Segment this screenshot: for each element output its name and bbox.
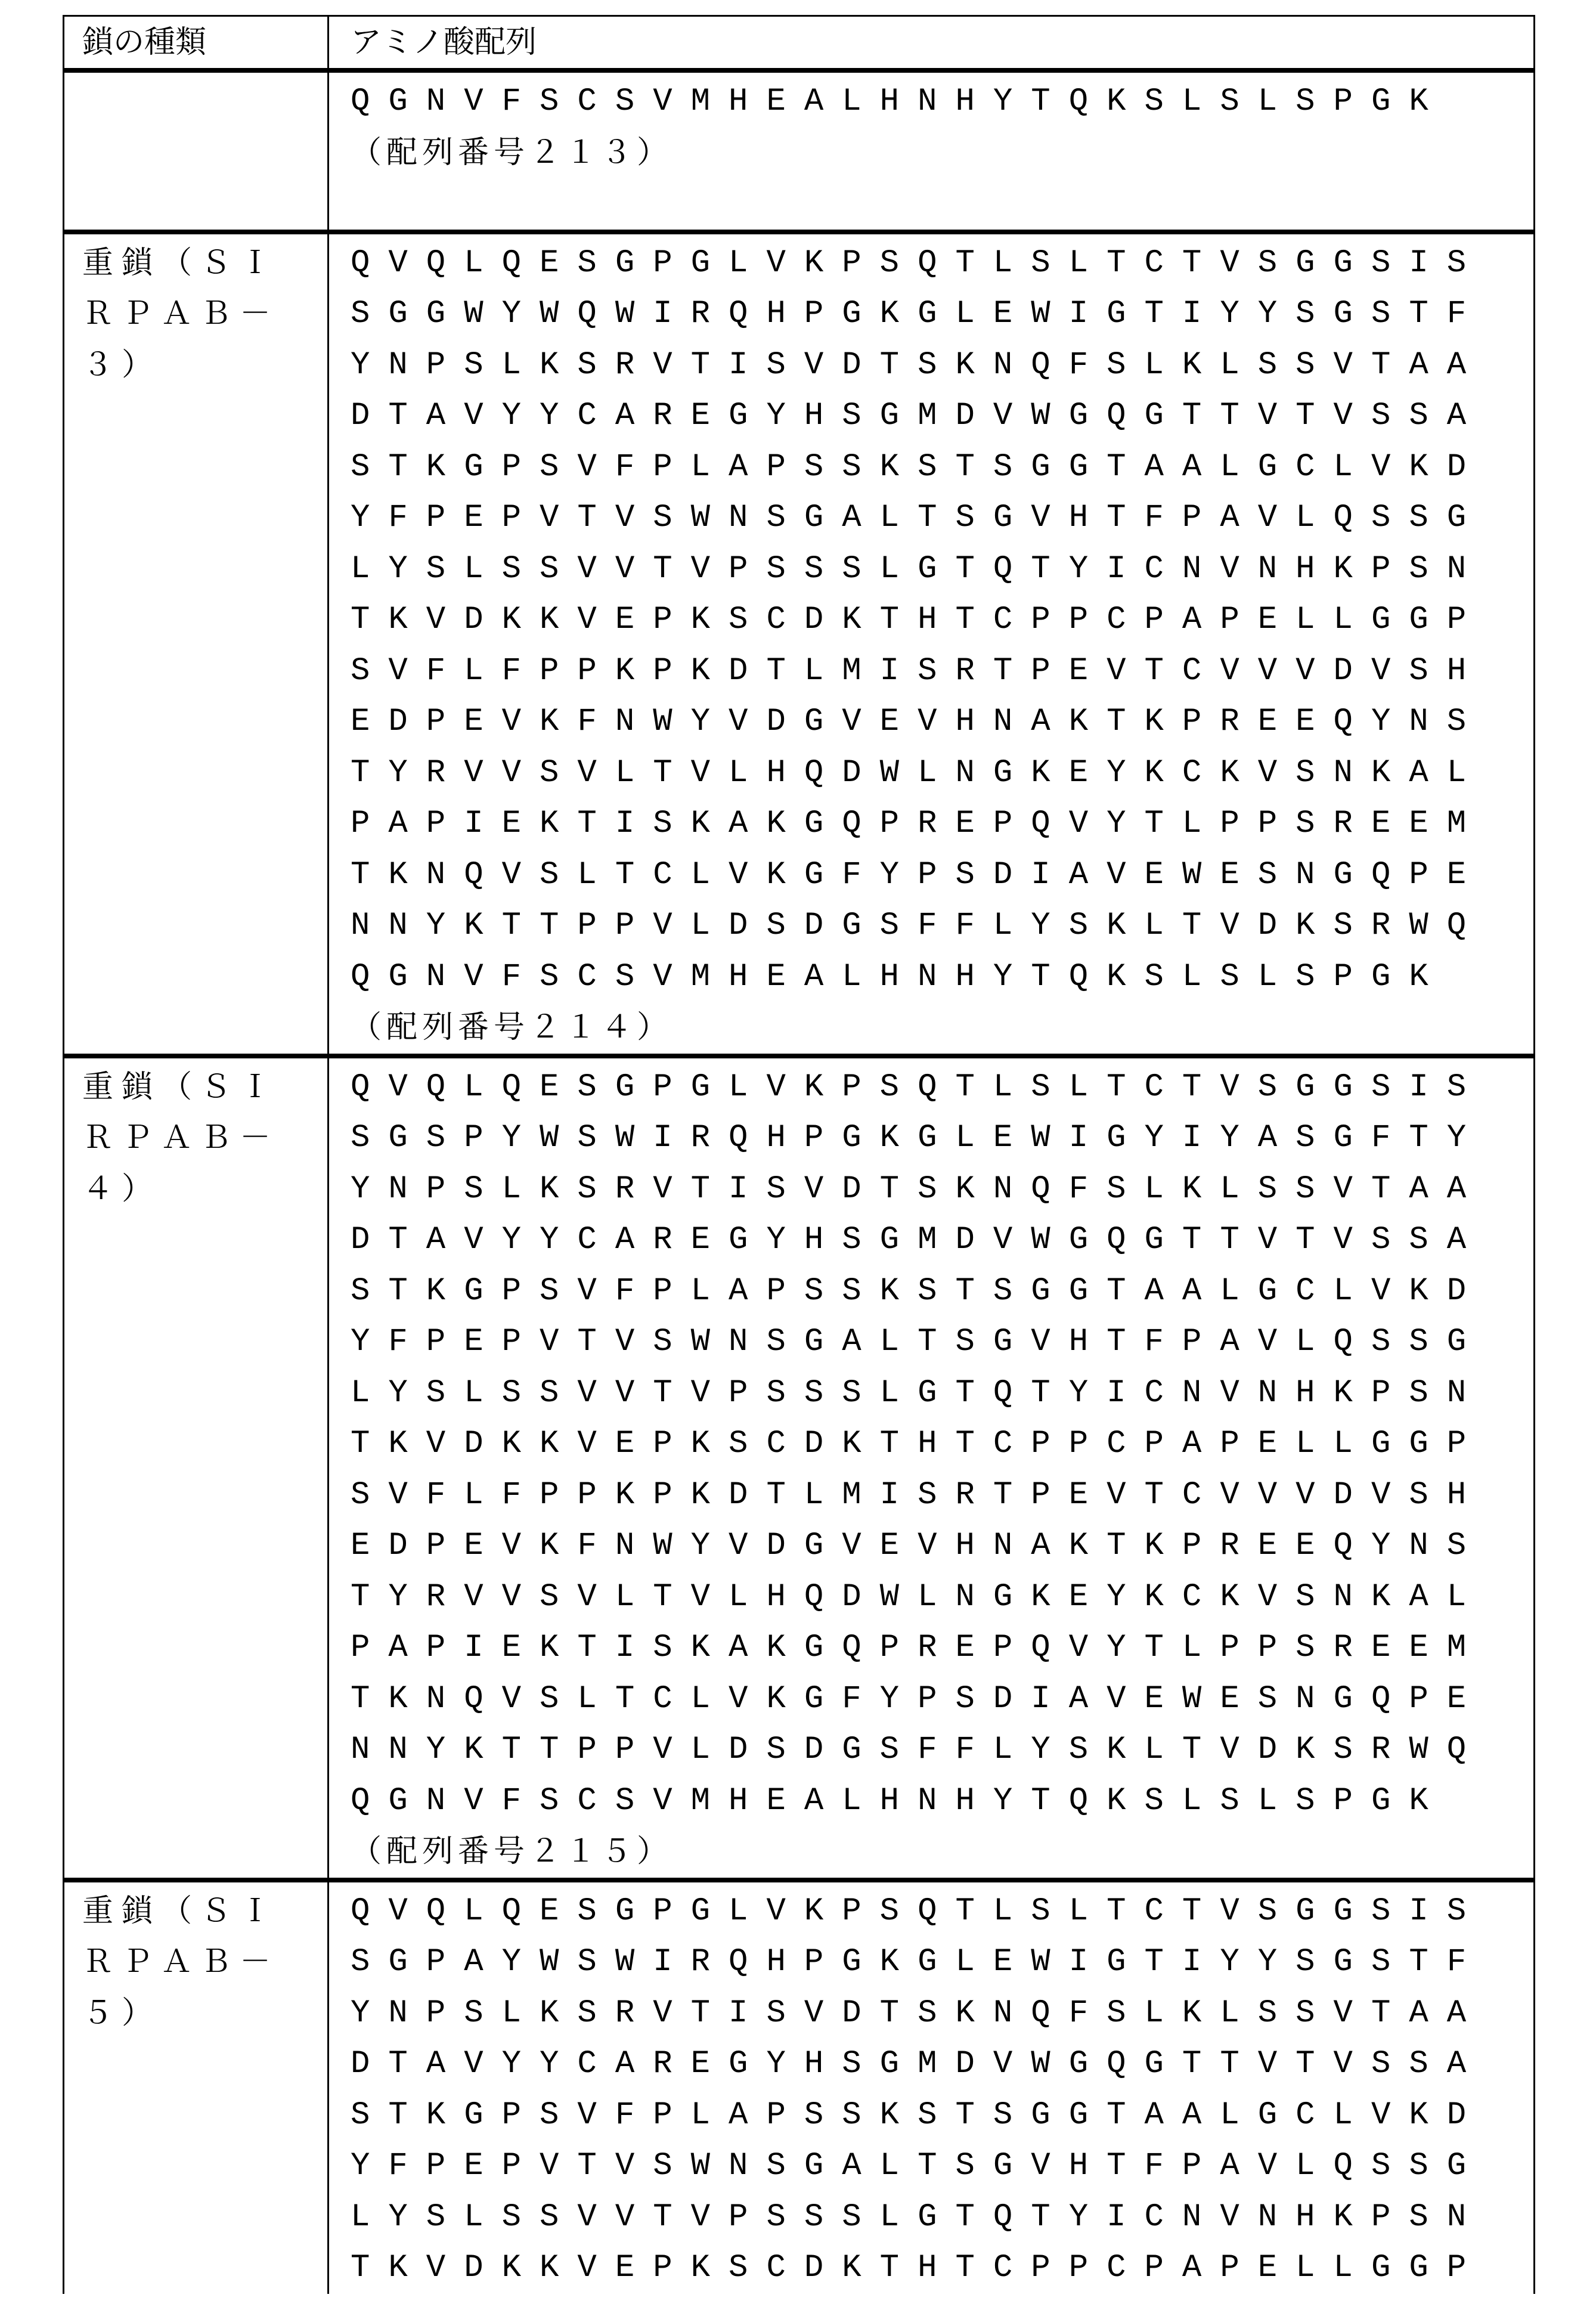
sequence-line: TKVDKKVEPKSCDKTHTCPPCPAPELLGGP bbox=[351, 2243, 1533, 2294]
sequence-line: QGNVFSCSVMHEALHNHYTQKSLSLSPGK bbox=[351, 76, 1533, 128]
sequence-line: TKVDKKVEPKSCDKTHTCPPCPAPELLGGP bbox=[351, 1419, 1533, 1470]
sequence-line: YFPEPVTVSWNSGALTSGVHTFPAVLQSSG bbox=[351, 2141, 1533, 2192]
sequence-line: SGSPYWSWIRQHPGKGLEWIGYIYASGFTY bbox=[351, 1113, 1533, 1164]
sequence-line: QVQLQESGPGLVKPSQTLSLTCTVSGGSIS bbox=[351, 1886, 1533, 1937]
chain-type-label-line: 重鎖（ＳＩ bbox=[82, 1886, 327, 1937]
chain-type-cell bbox=[64, 70, 329, 232]
chain-type-label-line: 重鎖（ＳＩ bbox=[82, 238, 327, 289]
sequence-line: SGGWYWQWIRQHPGKGLEWIGTIYYSGSTF bbox=[351, 289, 1533, 340]
sequence-line: QVQLQESGPGLVKPSQTLSLTCTVSGGSIS bbox=[351, 238, 1533, 289]
sequence-line: SVFLFPPKPKDTLMISRTPEVTCVVVDVSH bbox=[351, 646, 1533, 697]
sequence-line: STKGPSVFPLAPSSKSTSGGTAALGCLVKD bbox=[351, 2090, 1533, 2141]
header-amino-acid-sequence bbox=[329, 16, 1535, 71]
sequence-line: QGNVFSCSVMHEALHNHYTQKSLSLSPGK bbox=[351, 1776, 1533, 1827]
sequence-cell bbox=[329, 1056, 1535, 1880]
sequence-line: TYRVVSVLTVLHQDWLNGKEYKCKVSNKAL bbox=[351, 1572, 1533, 1623]
table-header-row bbox=[64, 16, 1535, 71]
sequence-line: YFPEPVTVSWNSGALTSGVHTFPAVLQSSG bbox=[351, 493, 1533, 544]
chain-type-label-line: ＲＰＡＢ－ bbox=[82, 289, 327, 340]
table-row bbox=[64, 232, 1535, 1056]
sequence-line: STKGPSVFPLAPSSKSTSGGTAALGCLVKD bbox=[351, 1266, 1533, 1317]
chain-type-label-line: ５） bbox=[82, 1988, 327, 2039]
sequence-line: LYSLSSVVTVPSSSLGTQTYICNVNHKPSN bbox=[351, 1368, 1533, 1419]
sequence-line: LYSLSSVVTVPSSSLGTQTYICNVNHKPSN bbox=[351, 2192, 1533, 2243]
sequence-line: YNPSLKSRVTISVDTSKNQFSLKLSSVTAA bbox=[351, 1988, 1533, 2039]
sequence-line: EDPEVKFNWYVDGVEVHNAKTKPREEQYNS bbox=[351, 1521, 1533, 1572]
sequence-line: QGNVFSCSVMHEALHNHYTQKSLSLSPGK bbox=[351, 952, 1533, 1003]
sequence-line: EDPEVKFNWYVDGVEVHNAKTKPREEQYNS bbox=[351, 696, 1533, 748]
chain-type-label-line bbox=[82, 76, 327, 128]
sequence-line: YFPEPVTVSWNSGALTSGVHTFPAVLQSSG bbox=[351, 1317, 1533, 1368]
sequence-line: STKGPSVFPLAPSSKSTSGGTAALGCLVKD bbox=[351, 442, 1533, 493]
chain-type-cell bbox=[64, 232, 329, 1056]
sequence-id: （配列番号２１４） bbox=[351, 1002, 1533, 1054]
sequence-line: TKNQVSLTCLVKGFYPSDIAVEWESNGQPE bbox=[351, 850, 1533, 901]
sequence-cell bbox=[329, 1880, 1535, 2294]
sequence-line: DTAVYYCAREGYHSGMDVWGQGTTVTVSSA bbox=[351, 1215, 1533, 1266]
sequence-id: （配列番号２１５） bbox=[351, 1826, 1533, 1878]
sequence-cell bbox=[329, 232, 1535, 1056]
chain-type-label-line: ３） bbox=[82, 340, 327, 391]
sequence-line: NNYKTTPPVLDSDGSFFLYSKLTVDKSRWQ bbox=[351, 900, 1533, 952]
sequence-cell bbox=[329, 70, 1535, 232]
chain-type-label-line: ４） bbox=[82, 1164, 327, 1215]
table-row bbox=[64, 1880, 1535, 2294]
chain-type-label-line: 重鎖（ＳＩ bbox=[82, 1062, 327, 1113]
table-row bbox=[64, 70, 1535, 232]
chain-type-cell bbox=[64, 1056, 329, 1880]
sequence-line: LYSLSSVVTVPSSSLGTQTYICNVNHKPSN bbox=[351, 544, 1533, 595]
sequence-line: PAPIEKTISKAKGQPREPQVYTLPPSREEM bbox=[351, 798, 1533, 850]
sequence-line: YNPSLKSRVTISVDTSKNQFSLKLSSVTAA bbox=[351, 340, 1533, 391]
sequence-line: PAPIEKTISKAKGQPREPQVYTLPPSREEM bbox=[351, 1622, 1533, 1674]
header-sequence-label: アミノ酸配列 bbox=[351, 24, 537, 60]
header-chain-type-label: 鎖の種類 bbox=[82, 24, 206, 60]
sequence-line: SVFLFPPKPKDTLMISRTPEVTCVVVDVSH bbox=[351, 1470, 1533, 1521]
sequence-line: TKVDKKVEPKSCDKTHTCPPCPAPELLGGP bbox=[351, 594, 1533, 646]
chain-type-label-line bbox=[82, 178, 327, 230]
table-row bbox=[64, 1056, 1535, 1880]
sequence-line: NNYKTTPPVLDSDGSFFLYSKLTVDKSRWQ bbox=[351, 1724, 1533, 1776]
sequence-line: DTAVYYCAREGYHSGMDVWGQGTTVTVSSA bbox=[351, 2039, 1533, 2090]
sequence-line: TYRVVSVLTVLHQDWLNGKEYKCKVSNKAL bbox=[351, 748, 1533, 799]
chain-type-label-line: ＲＰＡＢ－ bbox=[82, 1113, 327, 1164]
sequence-id: （配列番号２１３） bbox=[351, 128, 1533, 179]
sequence-line: YNPSLKSRVTISVDTSKNQFSLKLSSVTAA bbox=[351, 1164, 1533, 1215]
sequence-line: SGPAYWSWIRQHPGKGLEWIGTIYYSGSTF bbox=[351, 1937, 1533, 1988]
sequence-line: DTAVYYCAREGYHSGMDVWGQGTTVTVSSA bbox=[351, 391, 1533, 442]
chain-type-label-line bbox=[82, 128, 327, 179]
chain-type-cell bbox=[64, 1880, 329, 2294]
sequence-line: QVQLQESGPGLVKPSQTLSLTCTVSGGSIS bbox=[351, 1062, 1533, 1113]
header-chain-type bbox=[64, 16, 329, 71]
chain-type-label-line: ＲＰＡＢ－ bbox=[82, 1937, 327, 1988]
sequence-table bbox=[63, 15, 1535, 2294]
sequence-line: TKNQVSLTCLVKGFYPSDIAVEWESNGQPE bbox=[351, 1674, 1533, 1725]
